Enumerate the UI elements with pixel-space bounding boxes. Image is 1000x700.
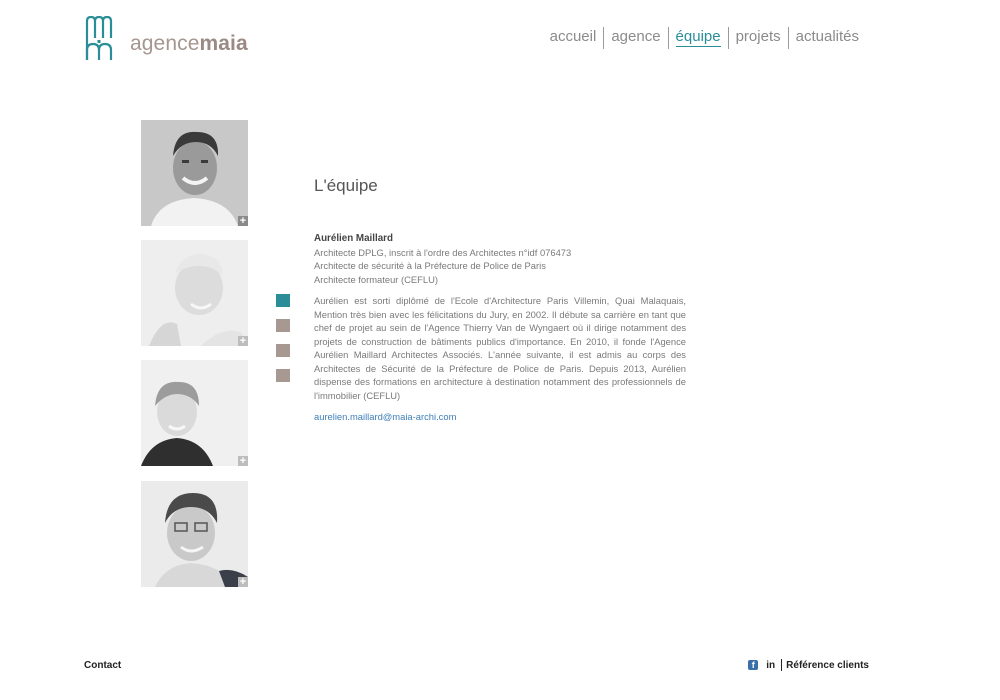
member-role: Architecte de sécurité à la Préfecture de Police de Paris — [314, 260, 546, 271]
member-bio: Aurélien est sorti diplômé de l'Ecole d'Architecture Paris Villemin, Quai Malaquais, Mention très bien avec les félicitations du Jury, en 2002. Il débute sa carrière en tant que chef de projet au sein de l'Agence Thierry Van de Wyngaert où il dirige notamment des projets de construction de bâtiments publics d'importance. En 2010, il fonde l'Agence Aurélien Maillard Architectes Associés. L'année suivante, il est admis au corps des Architectes de Sécurité de la Préfecture de Police de Paris. Depuis 2013, Aurélien dispense des formations en architecture à destination notamment des professionnels de l'immobilier (CEFLU) — [314, 295, 686, 401]
logo-wordmark — [130, 32, 248, 56]
team-portrait-1[interactable] — [141, 120, 248, 226]
member-selector-1[interactable] — [276, 294, 290, 307]
nav-label: équipe — [675, 28, 721, 45]
portrait-photo — [141, 120, 248, 226]
logo-text-light: agence — [130, 32, 200, 55]
nav-item-actualites[interactable] — [788, 27, 866, 49]
member-details — [314, 232, 686, 424]
portrait-photo — [141, 360, 248, 466]
member-roles — [314, 246, 686, 287]
logo-mark-icon — [84, 16, 114, 62]
nav-item-equipe[interactable] — [668, 27, 728, 49]
member-selector-4[interactable] — [276, 369, 290, 382]
expand-plus-icon[interactable]: + — [239, 455, 247, 466]
nav-item-accueil[interactable] — [543, 27, 604, 49]
nav-item-agence[interactable] — [603, 27, 667, 49]
facebook-icon[interactable]: f — [748, 660, 758, 670]
reference-clients-link[interactable]: Référence clients — [786, 659, 869, 671]
expand-plus-icon[interactable]: + — [239, 335, 247, 346]
team-portrait-4[interactable] — [141, 481, 248, 587]
logo[interactable] — [84, 16, 248, 62]
member-selector-2[interactable] — [276, 319, 290, 332]
nav-label: agence — [611, 28, 661, 45]
team-portrait-3[interactable] — [141, 360, 248, 466]
page-title: L'équipe — [314, 176, 378, 195]
linkedin-icon[interactable]: in — [766, 659, 776, 671]
nav-label: projets — [735, 28, 781, 45]
nav-label: actualités — [795, 28, 859, 45]
nav-label: accueil — [549, 28, 597, 45]
expand-plus-icon[interactable]: + — [239, 215, 247, 226]
member-role: Architecte DPLG, inscrit à l'ordre des Architectes n°idf 076473 — [314, 246, 572, 258]
logo-text-bold: maia — [199, 32, 248, 55]
member-role: Architecte formateur (CEFLU) — [314, 273, 438, 285]
footer-links — [748, 659, 869, 671]
team-portrait-2[interactable] — [141, 240, 248, 346]
member-name: Aurélien Maillard — [314, 233, 393, 244]
expand-plus-icon[interactable]: + — [239, 576, 247, 587]
portrait-photo — [141, 240, 248, 346]
member-selector-3[interactable] — [276, 344, 290, 357]
portrait-photo — [141, 481, 248, 587]
footer-divider — [781, 659, 782, 671]
nav-item-projets[interactable] — [728, 27, 788, 49]
footer-contact-link[interactable]: Contact — [84, 660, 122, 671]
main-nav — [543, 27, 866, 49]
member-email-link[interactable]: aurelien.maillard@maia-archi.com — [314, 411, 457, 422]
